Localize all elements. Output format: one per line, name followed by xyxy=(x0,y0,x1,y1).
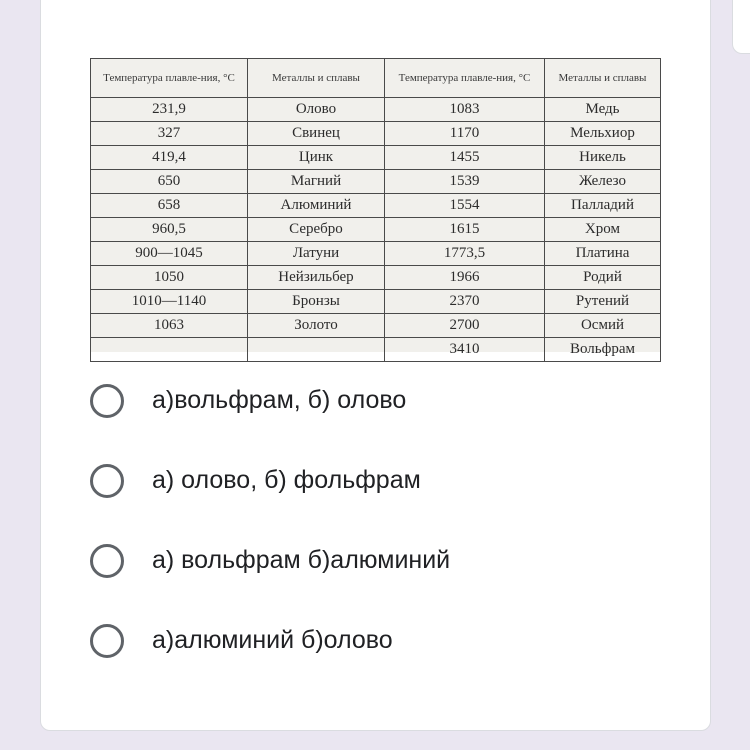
melting-temp-cell: 1773,5 xyxy=(385,242,545,266)
melting-temp-cell: 1539 xyxy=(385,170,545,194)
header-metals-1: Металлы и сплавы xyxy=(248,59,385,98)
table-row xyxy=(91,266,661,290)
option-label: а) вольфрам б)алюминий xyxy=(152,546,451,574)
header-metals-2: Металлы и сплавы xyxy=(545,59,661,98)
table-row xyxy=(91,218,661,242)
next-card-edge xyxy=(732,0,750,54)
table-row xyxy=(91,338,661,362)
melting-temp-cell: 960,5 xyxy=(91,218,248,242)
melting-temp-cell: 1170 xyxy=(385,122,545,146)
option-label: а) олово, б) фольфрам xyxy=(152,466,421,494)
table-row xyxy=(91,242,661,266)
melting-temp-cell: 3410 xyxy=(385,338,545,362)
melting-temp-cell: 1063 xyxy=(91,314,248,338)
header-melting-temp-1: Температура плавле-ния, °С xyxy=(91,59,248,98)
melting-temp-cell: 1455 xyxy=(385,146,545,170)
metal-name-cell: Олово xyxy=(248,98,385,122)
table-row xyxy=(91,170,661,194)
radio-button[interactable] xyxy=(90,624,124,658)
answer-option[interactable] xyxy=(88,372,648,432)
metal-name-cell: Алюминий xyxy=(248,194,385,218)
answer-option[interactable] xyxy=(88,452,648,512)
metal-name-cell: Свинец xyxy=(248,122,385,146)
table-row xyxy=(91,290,661,314)
metal-name-cell: Родий xyxy=(545,266,661,290)
metal-name-cell: Нейзильбер xyxy=(248,266,385,290)
radio-button[interactable] xyxy=(90,464,124,498)
metal-name-cell: Цинк xyxy=(248,146,385,170)
table-row xyxy=(91,314,661,338)
metal-name-cell: Золото xyxy=(248,314,385,338)
radio-button[interactable] xyxy=(90,544,124,578)
melting-temp-cell: 2370 xyxy=(385,290,545,314)
metal-name-cell: Никель xyxy=(545,146,661,170)
melting-temp-cell: 231,9 xyxy=(91,98,248,122)
header-melting-temp-2: Температура плавле-ния, °С xyxy=(385,59,545,98)
table-row xyxy=(91,122,661,146)
table-row xyxy=(91,194,661,218)
option-label: а)алюминий б)олово xyxy=(152,626,393,654)
table-row xyxy=(91,146,661,170)
melting-temp-cell: 2700 xyxy=(385,314,545,338)
metal-name-cell: Медь xyxy=(545,98,661,122)
metal-name-cell: Латуни xyxy=(248,242,385,266)
metal-name-cell: Мельхиор xyxy=(545,122,661,146)
table-body xyxy=(91,98,661,362)
metal-name-cell: Вольфрам xyxy=(545,338,661,362)
answer-option[interactable] xyxy=(88,612,648,672)
answer-option[interactable] xyxy=(88,532,648,592)
metal-name-cell: Хром xyxy=(545,218,661,242)
option-label: а)вольфрам, б) олово xyxy=(152,386,407,414)
metal-name-cell: Платина xyxy=(545,242,661,266)
metal-name-cell: Бронзы xyxy=(248,290,385,314)
metal-name-cell: Осмий xyxy=(545,314,661,338)
table-row xyxy=(91,98,661,122)
melting-temp-cell: 419,4 xyxy=(91,146,248,170)
melting-point-table xyxy=(90,58,661,362)
melting-temp-cell: 1554 xyxy=(385,194,545,218)
metal-name-cell: Серебро xyxy=(248,218,385,242)
melting-point-table-image xyxy=(90,58,660,357)
metal-name-cell: Магний xyxy=(248,170,385,194)
radio-button[interactable] xyxy=(90,384,124,418)
melting-temp-cell: 658 xyxy=(91,194,248,218)
metal-name-cell xyxy=(248,338,385,362)
metal-name-cell: Железо xyxy=(545,170,661,194)
melting-temp-cell: 1615 xyxy=(385,218,545,242)
melting-temp-cell: 1010—1140 xyxy=(91,290,248,314)
melting-temp-cell: 327 xyxy=(91,122,248,146)
melting-temp-cell xyxy=(91,338,248,362)
melting-temp-cell: 650 xyxy=(91,170,248,194)
melting-temp-cell: 1050 xyxy=(91,266,248,290)
metal-name-cell: Рутений xyxy=(545,290,661,314)
metal-name-cell: Палладий xyxy=(545,194,661,218)
melting-temp-cell: 900—1045 xyxy=(91,242,248,266)
table-header-row xyxy=(91,59,661,98)
melting-temp-cell: 1083 xyxy=(385,98,545,122)
melting-temp-cell: 1966 xyxy=(385,266,545,290)
